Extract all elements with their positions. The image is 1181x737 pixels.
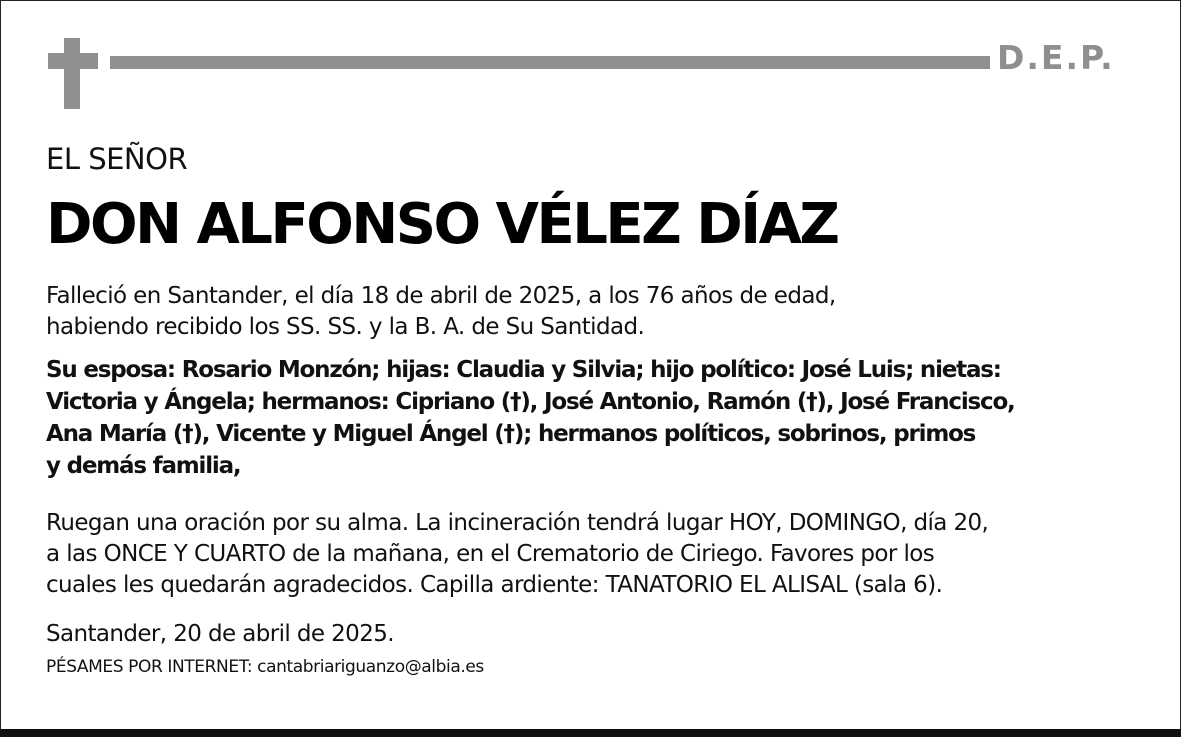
- family-line: Ana María (†), Vicente y Miguel Ángel (†); hermanos políticos, sobrinos, primos: [46, 421, 976, 447]
- bottom-border: [0, 729, 1181, 737]
- ceremony-paragraph: [46, 508, 1156, 601]
- death-line: habiendo recibido los SS. SS. y la B. A. de Su Santidad.: [46, 314, 645, 340]
- deceased-name: DON ALFONSO VÉLEZ DÍAZ: [46, 192, 838, 257]
- family-paragraph: [46, 354, 1156, 482]
- cross-icon-arm: [48, 53, 98, 69]
- place-date: Santander, 20 de abril de 2025.: [46, 621, 394, 647]
- header-rule: [110, 56, 990, 69]
- family-line: Victoria y Ángela; hermanos: Cipriano (†), José Antonio, Ramón (†), José Francisco,: [46, 389, 1015, 415]
- ceremony-line: a las ONCE Y CUARTO de la mañana, en el Crematorio de Ciriego. Favores por los: [46, 541, 935, 567]
- family-line: y demás familia,: [46, 453, 241, 479]
- death-line: Falleció en Santander, el día 18 de abril de 2025, a los 76 años de edad,: [46, 283, 836, 309]
- ceremony-line: cuales les quedarán agradecidos. Capilla ardiente: TANATORIO EL ALISAL (sala 6).: [46, 572, 943, 598]
- title-label: EL SEÑOR: [46, 142, 188, 176]
- cross-icon: [64, 38, 80, 109]
- death-paragraph: [46, 281, 1156, 343]
- dep-label: D.E.P.: [997, 38, 1115, 77]
- family-line: Su esposa: Rosario Monzón; hijas: Claudia y Silvia; hijo político: José Luis; nietas:: [46, 357, 1001, 383]
- condolences-line: PÉSAMES POR INTERNET: cantabriariguanzo@albia.es: [46, 657, 484, 677]
- ceremony-line: Ruegan una oración por su alma. La incineración tendrá lugar HOY, DOMINGO, día 20,: [46, 510, 989, 536]
